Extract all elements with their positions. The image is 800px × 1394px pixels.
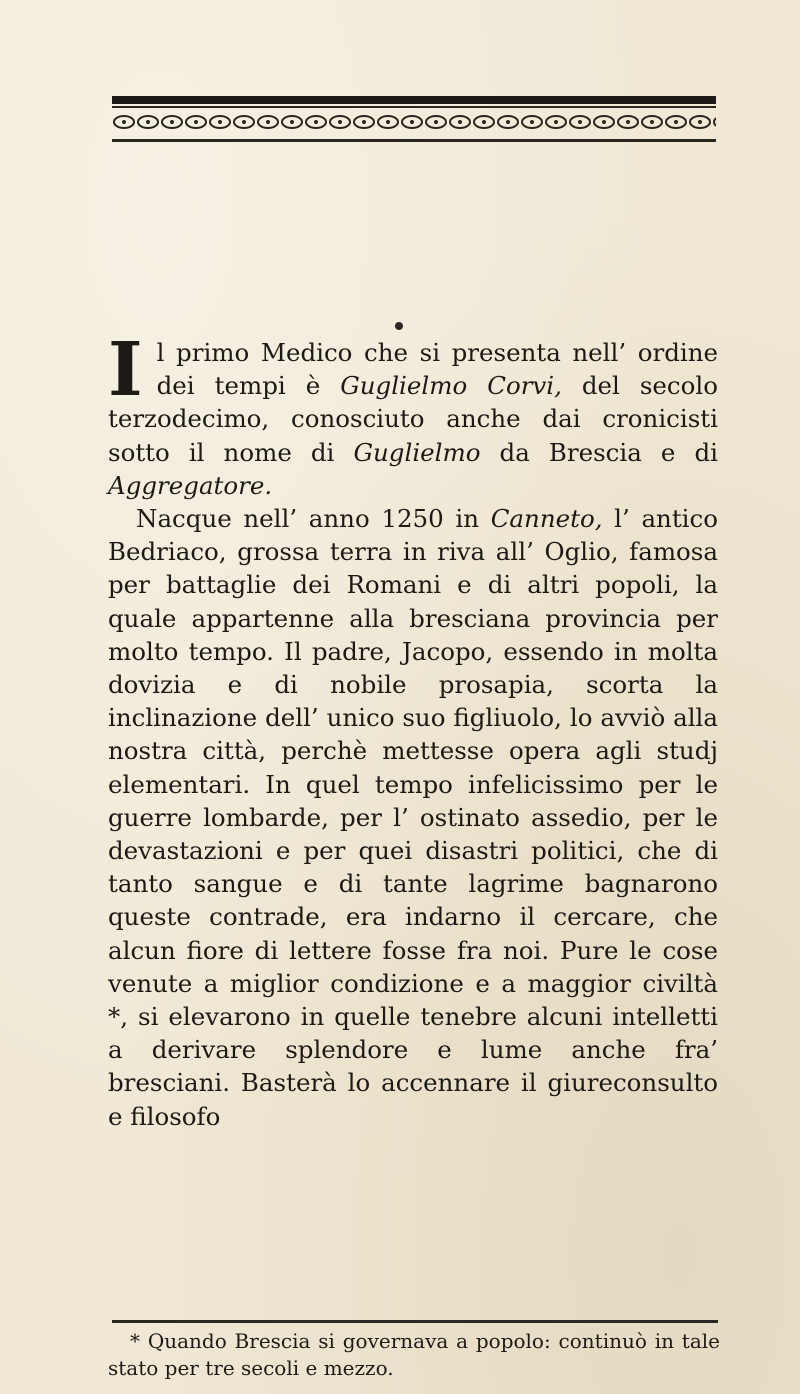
ornament-rule-bottom (112, 139, 716, 142)
footnote-rule (112, 1320, 718, 1323)
main-text (108, 327, 718, 1133)
paragraph-1-text-a: l primo Medico che si presenta nell’ ordine dei tempi è (156, 338, 718, 401)
name-guglielmo-corvi: Guglielmo Corvi, (340, 371, 562, 401)
paragraph-1-text-b: del secolo terzodecimo, conosciuto anche dai cronicisti sotto il nome di (108, 371, 718, 467)
ornament-rule-thick (112, 96, 716, 104)
ornament-chain (112, 111, 716, 133)
drop-cap: I (108, 327, 143, 413)
paragraph-2-text-a: Nacque nell’ anno 1250 in (136, 504, 491, 534)
decorative-dot (395, 322, 403, 330)
ornament-rule-thin (112, 106, 716, 108)
footnote: * Quando Brescia si governava a popolo: continuò in tale stato per tre secoli e mezzo. (108, 1329, 720, 1380)
name-aggregatore: Aggregatore. (108, 470, 273, 500)
place-canneto: Canneto, (490, 504, 603, 534)
name-guglielmo: Guglielmo (353, 437, 481, 467)
paragraph-2 (108, 502, 718, 1133)
paragraph-1-text-c: da Brescia e di (480, 437, 718, 467)
paragraph-1 (108, 327, 718, 502)
paragraph-2-text-b: l’ antico Bedriaco, grossa terra in riva all’ Oglio, famosa per battaglie dei Romani e di altri popoli, la quale appartenne alla bresciana provincia per molto tempo. Il padre, Jacopo, essendo in molta dovizia e di nobile prosapia, scorta la inclinazione dell’ unico suo figliuolo, lo avviò alla nostra città, perchè mettesse opera agli studj elementari. In quel tempo infelicissimo per le guerre lombarde, per l’ ostinato assedio, per le devastazioni e per quei disastri politici, che di tanto sangue e di tante lagrime bagnarono queste contrade, era indarno il cercare, che alcun fiore di lettere fosse fra noi. Pure le cose venute a miglior condizione e a maggior civiltà *, si elevarono in quelle tenebre alcuni intelletti a derivare splendore e lume anche fra’ bresciani. Basterà lo accennare il giureconsulto e filosofo (108, 504, 718, 1131)
header-ornament (112, 84, 716, 154)
